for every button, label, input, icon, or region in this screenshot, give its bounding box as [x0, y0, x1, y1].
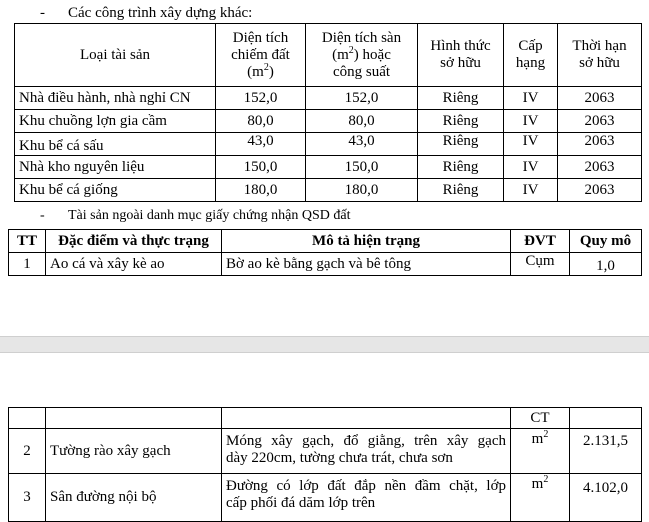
unit-text: m — [531, 476, 544, 492]
desc-line1: Móng xây gạch, đổ giằng, trên xây gạch — [226, 433, 506, 449]
cell-asset: Khu bể cá sấu — [15, 133, 216, 156]
header-ownership-line2: sở hữu — [440, 55, 481, 71]
cell-unit — [511, 474, 570, 522]
cell-land: 80,0 — [216, 110, 306, 133]
cell-grade: IV — [504, 179, 558, 202]
header-floor-area-unit: (m — [332, 46, 349, 63]
header-grade — [504, 24, 558, 87]
header-grade-line1: Cấp — [518, 38, 543, 54]
table-header-row — [9, 230, 642, 253]
table-row — [9, 408, 642, 429]
cell-ownership: Riêng — [418, 156, 504, 179]
cell-land: 43,0 — [216, 133, 306, 156]
cell-floor: 43,0 — [306, 133, 418, 156]
header-no: TT — [9, 230, 46, 253]
cell-empty — [46, 408, 222, 429]
cell-unit: Cụm — [511, 253, 570, 276]
header-scale: Quy mô — [570, 230, 642, 253]
cell-scale: 1,0 — [570, 253, 642, 276]
table-row — [9, 474, 642, 522]
cell-unit — [511, 429, 570, 474]
header-term — [558, 24, 642, 87]
cell-term: 2063 — [558, 87, 642, 110]
desc-line1: Đường có lớp đất đắp nền đầm chặt, lớp — [226, 478, 506, 494]
header-floor-area-sup: 2 — [348, 44, 354, 56]
table-row — [9, 429, 642, 474]
cell-floor: 180,0 — [306, 179, 418, 202]
header-land-area-line2: chiếm đất — [231, 46, 290, 63]
header-ownership — [418, 24, 504, 87]
header-term-line1: Thời hạn — [572, 38, 627, 54]
table-row — [15, 133, 642, 156]
cell-no: 2 — [9, 429, 46, 474]
unit-sup: 2 — [543, 429, 549, 440]
header-desc: Mô tả hiện trạng — [222, 230, 511, 253]
cell-term: 2063 — [558, 156, 642, 179]
header-asset: Loại tài sản — [15, 24, 216, 87]
header-land-area-unit: (m — [247, 63, 264, 80]
cell-unit-continued: CT — [511, 408, 570, 429]
cell-ownership: Riêng — [418, 133, 504, 156]
cell-term: 2063 — [558, 110, 642, 133]
cell-ownership: Riêng — [418, 87, 504, 110]
cell-feature: Ao cá và xây kè ao — [46, 253, 222, 276]
header-land-area-line1: Diện tích — [232, 29, 289, 46]
other-constructions-table — [14, 23, 642, 202]
cell-asset: Nhà điều hành, nhà nghỉ CN — [15, 87, 216, 110]
cell-floor: 152,0 — [306, 87, 418, 110]
table-row — [15, 110, 642, 133]
header-floor-area-line3: công suất — [332, 63, 391, 80]
table-header-row — [15, 24, 642, 87]
header-grade-line2: hạng — [515, 55, 546, 71]
header-floor-area-line1: Diện tích sàn — [321, 29, 402, 46]
header-floor-area-line2 — [310, 44, 413, 64]
header-feature: Đặc điểm và thực trạng — [46, 230, 222, 253]
cell-asset: Khu chuồng lợn gia cầm — [15, 110, 216, 133]
table-row — [9, 253, 642, 276]
bullet-dash: - — [40, 5, 45, 21]
desc-line2: dày 220cm, tường chưa trát, chưa sơn — [226, 450, 453, 466]
cell-empty — [570, 408, 642, 429]
cell-ownership: Riêng — [418, 179, 504, 202]
table-row — [15, 156, 642, 179]
cell-ownership: Riêng — [418, 110, 504, 133]
unit-text: m — [531, 431, 544, 447]
header-floor-area-or: ) hoặc — [353, 46, 391, 63]
cell-floor: 150,0 — [306, 156, 418, 179]
header-floor-area — [306, 24, 418, 87]
header-land-area-sup: 2 — [263, 61, 269, 73]
assets-outside-certificate-table — [8, 229, 642, 276]
cell-asset: Nhà kho nguyên liệu — [15, 156, 216, 179]
cell-land: 152,0 — [216, 87, 306, 110]
cell-grade: IV — [504, 133, 558, 156]
table-row — [15, 179, 642, 202]
cell-feature: Sân đường nội bộ — [46, 474, 222, 522]
cell-land: 180,0 — [216, 179, 306, 202]
unit-sup: 2 — [543, 474, 549, 485]
cell-term: 2063 — [558, 133, 642, 156]
cell-scale: 4.102,0 — [570, 474, 642, 522]
cell-empty — [9, 408, 46, 429]
cell-no: 3 — [9, 474, 46, 522]
header-land-area — [216, 24, 306, 87]
cell-desc — [222, 474, 511, 522]
header-land-area-close: ) — [268, 63, 274, 80]
page-break-gap — [0, 336, 649, 353]
section-1-title: Các công trình xây dựng khác: — [68, 5, 253, 21]
bullet-dash: - — [40, 208, 45, 223]
cell-desc — [222, 429, 511, 474]
header-ownership-line1: Hình thức — [430, 38, 491, 54]
cell-scale: 2.131,5 — [570, 429, 642, 474]
cell-desc: Bờ ao kè bằng gạch và bê tông — [222, 253, 511, 276]
cell-land: 150,0 — [216, 156, 306, 179]
header-land-area-line3 — [220, 61, 301, 81]
cell-floor: 80,0 — [306, 110, 418, 133]
header-unit: ĐVT — [511, 230, 570, 253]
cell-grade: IV — [504, 87, 558, 110]
cell-empty — [222, 408, 511, 429]
desc-line2: cấp phối đá dăm lớp trên — [226, 495, 376, 511]
cell-no: 1 — [9, 253, 46, 276]
header-term-line2: sở hữu — [579, 55, 620, 71]
cell-feature: Tường rào xây gạch — [46, 429, 222, 474]
cell-asset: Khu bể cá giống — [15, 179, 216, 202]
cell-grade: IV — [504, 156, 558, 179]
table-row — [15, 87, 642, 110]
cell-term: 2063 — [558, 179, 642, 202]
section-2-title: Tài sản ngoài danh mục giấy chứng nhận QSD đất — [68, 208, 351, 223]
cell-grade: IV — [504, 110, 558, 133]
assets-outside-certificate-table-continued — [8, 407, 642, 522]
